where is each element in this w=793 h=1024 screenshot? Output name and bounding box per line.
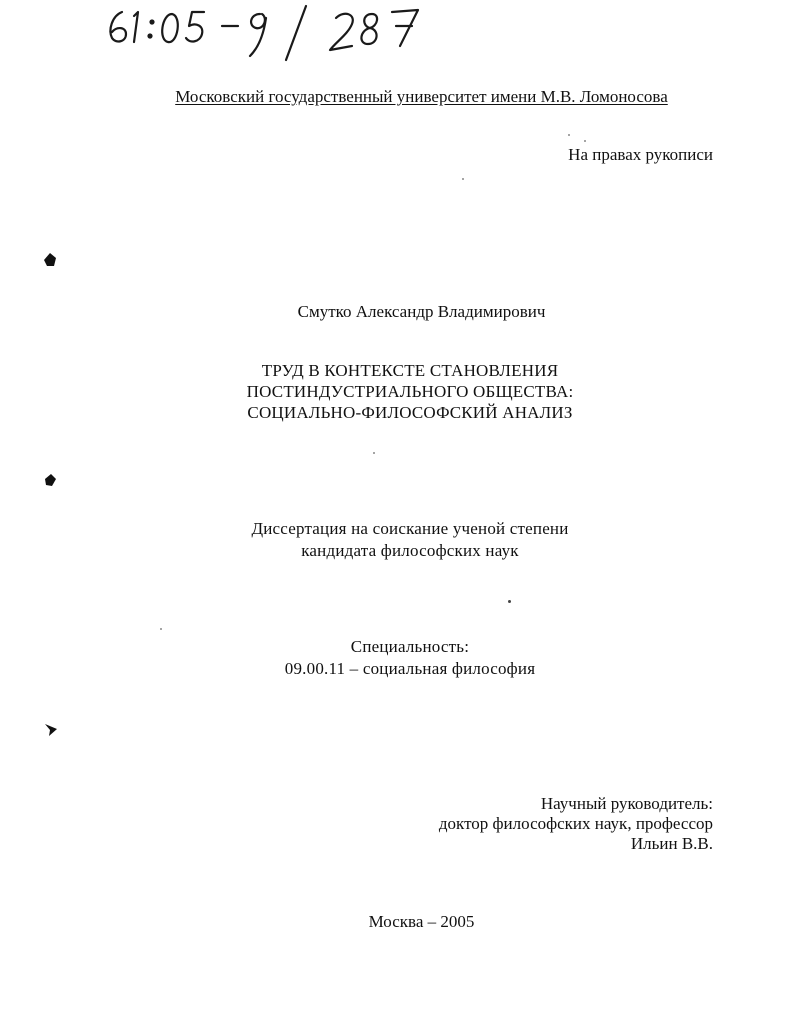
author-name: Смутко Александр Владимирович — [297, 302, 546, 321]
dissertation-title — [0, 360, 793, 423]
rights-note: На правах рукописи — [568, 145, 713, 164]
specialty-block — [0, 636, 793, 680]
title-line-2: ПОСТИНДУСТРИАЛЬНОГО ОБЩЕСТВА: — [246, 382, 574, 401]
dissertation-line-2: кандидата философских наук — [301, 541, 519, 560]
binding-mark-icon — [40, 250, 60, 270]
scan-speck — [508, 600, 511, 603]
supervisor-label: Научный руководитель: — [540, 794, 713, 813]
scan-speck — [584, 140, 586, 142]
binding-mark-icon — [40, 470, 60, 490]
dissertation-type — [0, 518, 793, 562]
specialty-label: Специальность: — [350, 637, 470, 656]
scan-speck — [160, 628, 162, 630]
title-line-3: СОЦИАЛЬНО-ФИЛОСОФСКИЙ АНАЛИЗ — [247, 403, 573, 422]
handwritten-archive-code — [100, 2, 440, 62]
supervisor-name: Ильин В.В. — [630, 834, 713, 853]
handwritten-code-drawing — [100, 2, 440, 62]
title-line-1: ТРУД В КОНТЕКСТЕ СТАНОВЛЕНИЯ — [261, 361, 559, 380]
scan-speck — [568, 134, 570, 136]
scan-speck — [462, 178, 464, 180]
supervisor-block — [439, 794, 713, 854]
rights-block — [568, 145, 713, 165]
university-name: Московский государственный университет имени М.В. Ломоносова — [175, 87, 668, 106]
city-year: Москва – 2005 — [368, 912, 475, 931]
supervisor-degree: доктор философских наук, профессор — [438, 814, 713, 833]
scan-speck — [373, 452, 375, 454]
dissertation-line-1: Диссертация на соискание ученой степени — [251, 519, 569, 538]
binding-mark-icon — [42, 720, 62, 740]
specialty-value: 09.00.11 – социальная философия — [284, 659, 536, 678]
